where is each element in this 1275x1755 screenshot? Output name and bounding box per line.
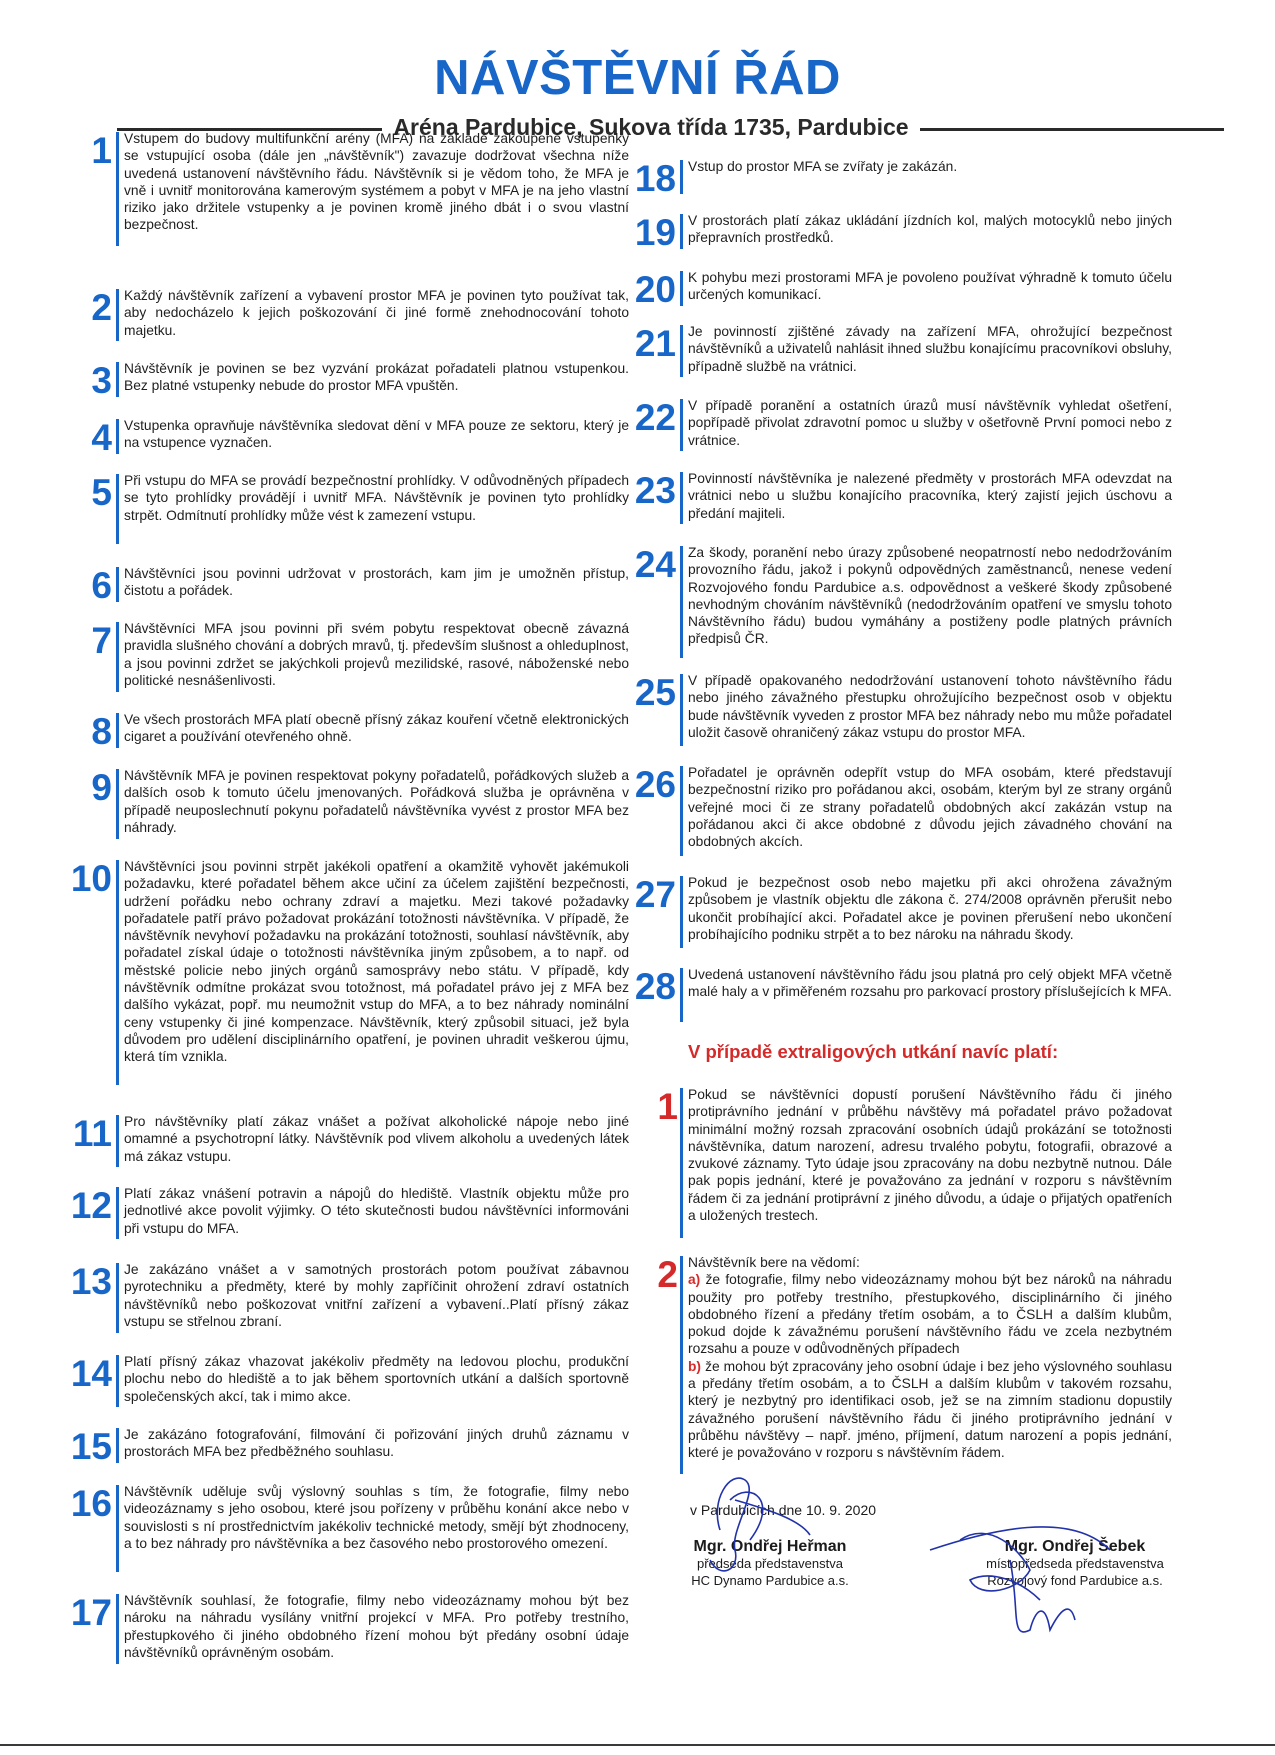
signer-2-role: místopředseda představenstva <box>986 1556 1164 1571</box>
place-and-date: v Pardubicích dne 10. 9. 2020 <box>690 1502 877 1518</box>
signer-2-org: Rozvojový fond Pardubice a.s. <box>987 1573 1163 1588</box>
signature-1-stroke <box>710 1478 810 1571</box>
rule-number: 6 <box>91 565 112 606</box>
rule-text: Každý návštěvník zařízení a vybavení prostor MFA je povinen tyto používat tak, aby nedocházelo k jejich poškozování či jiné formě znehodnocování tohoto majetku. <box>124 288 629 338</box>
rule-bar <box>116 769 119 839</box>
rule-text: Vstupem do budovy multifunkční arény (MFA) na základě zakoupené vstupenky se vstupující osoba (dále jen „návštěvník") zavazuje dodržovat všechna níže uvedená ustanovení návštěvního řádu. Návštěvník si je vědom toho, že MFA je vně i uvnitř monitorována kamerovým systémem a pobyt v MFA je na jeho vlastní riziko jako držitele vstupenky a je povinen kromě jiného dbát i o svou vlastní bezpečnost. <box>124 131 629 233</box>
point-b-text: že mohou být zpracovány jeho osobní údaje i bez jeho výslovného souhlasu a předány třetím osobám, a to ČSLH a dalším klubům v takovém rozsahu, který je nezbytný pro identifikaci osob, jež se na zimním stadionu dopustily závažného porušení návštěvního řádu či jiného protiprávního jednání v průběhu návštěvy – např. jméno, příjmení, datum narození a popis jednání, které je považováno v rozporu s návštěvním řádem. <box>688 1358 1172 1461</box>
awareness-point-a <box>688 1271 1172 1357</box>
rule-text: Návštěvník MFA je povinen respektovat pokyny pořadatelů, pořádkových služeb a dalších osob k tomuto účelu jmenovaných. Pořádková služba je oprávněna v případě neuposlechnutí pokynu pořadatelů návštěvníka vyvést z prostor MFA bez náhrady. <box>124 768 629 835</box>
rule-number: 28 <box>634 966 676 1007</box>
rule-bar <box>680 325 683 377</box>
rule-bar <box>680 271 683 306</box>
rule-bar <box>116 567 119 602</box>
signer-1-org: HC Dynamo Pardubice a.s. <box>691 1573 849 1588</box>
rule-number: 7 <box>91 620 112 661</box>
rule-number: 4 <box>91 417 112 458</box>
rule-number: 25 <box>634 672 676 713</box>
rule-number: 14 <box>70 1353 112 1394</box>
rule-bar <box>116 362 119 397</box>
point-a-label: a) <box>688 1272 701 1288</box>
rule-number: 24 <box>634 544 676 585</box>
rule-text: Návštěvníci jsou povinni strpět jakékoli opatření a okamžitě vyhovět jakémukoli požadavku, které pořadatel během akce učiní za účelem zajištění bezpečnosti, udržení pořádku nebo ochrany zdraví a majetku. Mezi takové požadavky pořadatele patří právo požadovat prokázání totožnosti návštěvníka. V případě, že návštěvník nevyhoví požadavku na prokázání totožnosti, souhlasí návštěvník, aby pořadatel získal údaje o totožnosti návštěvníka jiným způsobem, a to např. od městské policie nebo jiných orgánů samosprávy nebo státu. V případě, kdy návštěvník odmítne prokázat svou totožnost, má pořadatel právo jej z MFA bez dalšího vykázat, popř. mu neumožnit vstup do MFA, a to bez náhrady nominální ceny vstupenky či jiné kompenzace. Návštěvník, který způsobil situaci, jež byla důvodem pro udělení disciplinárního opatření, je povinen uhradit veškerou újmu, která tím vznikla. <box>124 859 629 1065</box>
signature-2-stroke <box>930 1527 1110 1632</box>
extraliga-heading: V případě extraligových utkání navíc platí: <box>688 1041 1059 1062</box>
bottom-edge-line <box>0 1744 1275 1746</box>
rule-text: Návštěvníci MFA jsou povinni při svém pobytu respektovat obecně závazná pravidla slušného chování a dobrých mravů, tj. především slušnost a ohleduplnost, a jsou povinni zdržet se jakýchkoli projevů mezilidské, rasové, náboženské nebo politické nesnášenlivosti. <box>124 621 629 688</box>
rule-text <box>688 1254 1172 1462</box>
rule-number: 18 <box>634 158 676 199</box>
rule-text: Pro návštěvníky platí zákaz vnášet a požívat alkoholické nápoje nebo jiné omamné a psychotropní látky. Návštěvník pod vlivem alkoholu a uvedených látek má zákaz vstupu. <box>124 1114 629 1164</box>
rule-text: K pohybu mezi prostorami MFA je povoleno používat výhradně k tomuto účelu určených komunikací. <box>688 270 1172 303</box>
rule-text: Uvedená ustanovení návštěvního řádu jsou platná pro celý objekt MFA včetně malé haly a v přiměřeném rozsahu pro parkovací prostory příslušejících k MFA. <box>688 967 1172 1000</box>
rule-number: 1 <box>657 1086 678 1127</box>
rule-number: 1 <box>91 130 112 171</box>
rule-bar <box>680 674 683 746</box>
rule-number: 11 <box>72 1113 112 1154</box>
rule-text: Pokud je bezpečnost osob nebo majetku při akci ohrožena závažným způsobem je vlastník objektu dle zákona č. 274/2008 oprávněn přerušit nebo ukončit probíhající akci. Pořadatel akce je povinen přerušení nebo ukončení probíhajícího podniku strpět a to bez nároku na náhradu škody. <box>688 875 1172 942</box>
rule-bar <box>116 860 119 1085</box>
rule-number: 15 <box>70 1426 112 1467</box>
rule-bar <box>680 766 683 856</box>
rule-number: 3 <box>91 360 112 401</box>
rule-number: 22 <box>634 397 676 438</box>
rule-number: 16 <box>70 1483 112 1524</box>
rule-bar <box>680 160 683 194</box>
rule-text: V prostorách platí zákaz ukládání jízdních kol, malých motocyklů nebo jiných přepravních prostředků. <box>688 213 1172 246</box>
rule-bar <box>116 1485 119 1572</box>
rule-bar <box>116 1355 119 1407</box>
rule-bar <box>680 1088 683 1238</box>
page-subtitle: Aréna Pardubice, Sukova třída 1735, Pardubice <box>393 114 909 140</box>
rule-text: Povinností návštěvníka je nalezené předměty v prostorách MFA odevzdat na vrátnici nebo u službu konajícího pracovníka, který zajistí jejich úschovu a předání majiteli. <box>688 471 1172 521</box>
rule-text: Návštěvník je povinen se bez vyzvání prokázat pořadateli platnou vstupenkou. Bez platné vstupenky nebude do prostor MFA vpuštěn. <box>124 361 629 394</box>
rule-bar <box>116 1594 119 1664</box>
awareness-intro: Návštěvník bere na vědomí: <box>688 1255 860 1270</box>
point-a-text: že fotografie, filmy nebo videozáznamy mohou být bez nároků na náhradu použity pro potřeby trestního, přestupkového, disciplinárního či jiného obdobného řízení a předány třetím osobám, a to ČSLH a dalším klubům, pokud dojde k závažnému porušení návštěvního řádu ve zcela nezbytném rozsahu a pouze v odůvodněných případech <box>688 1272 1172 1357</box>
signer-2-name: Mgr. Ondřej Šebek <box>1004 1538 1146 1555</box>
rule-text: Vstup do prostor MFA se zvířaty je zakázán. <box>688 159 958 174</box>
point-b-label: b) <box>688 1358 702 1374</box>
rule-number: 20 <box>634 269 676 310</box>
rule-bar <box>680 399 683 451</box>
rule-bar <box>116 474 119 544</box>
rule-text: Návštěvník souhlasí, že fotografie, filmy nebo videozáznamy mohou být bez nároku na náhradu vysílány vnitřní projekcí v MFA. Pro potřeby trestního, přestupkového či jiného obdobného řízení mohou být předány osobní údaje návštěvníků oprávněným osobám. <box>124 1593 629 1660</box>
rule-bar <box>116 289 119 341</box>
rule-bar <box>680 546 683 658</box>
rule-text: Je zakázáno vnášet a v samotných prostorách potom používat zábavnou pyrotechniku a předměty, které by mohly zapříčinit ohrožení zdraví ostatních návštěvníků nebo poškozovat vnitřní zařízení a vybavení..Platí přísný zákaz vstupu se střelnou zbraní. <box>124 1262 629 1329</box>
rule-bar <box>680 876 683 948</box>
rule-text: V případě opakovaného nedodržování ustanovení tohoto návštěvního řádu nebo jiného závažného přestupku ohrožujícího bezpečnost osob v objektu bude návštěvník vyveden z prostor MFA bez náhrady nebo mu může pořadatel uložit časově ohraničený zákaz vstupu do prostor MFA. <box>688 673 1172 740</box>
rule-number: 8 <box>91 711 112 752</box>
rule-bar <box>116 622 119 692</box>
rule-number: 10 <box>70 858 112 899</box>
rule-number: 27 <box>634 874 676 915</box>
handwritten-signatures <box>690 1440 1170 1650</box>
rule-number: 23 <box>634 470 676 511</box>
rule-text: Za škody, poranění nebo úrazy způsobené neopatrností nebo nedodržováním provozního řádu, jakož i pokynů odpovědných zaměstnanců, nenese vedení Rozvojového fondu Pardubice a.s. odpovědnost a veškeré škody způsobené nevhodným chováním návštěvníků (nedodržováním opatření ve smyslu tohoto Návštěvního řádu) budou vymáhány a postiženy podle platných právních předpisů ČR. <box>688 545 1172 647</box>
rule-bar <box>680 1256 683 1474</box>
rule-bar <box>116 1263 119 1333</box>
rule-text: Návštěvníci jsou povinni udržovat v prostorách, kam jim je umožněn přístup, čistotu a pořádek. <box>124 566 629 599</box>
rule-text: Je povinností zjištěné závady na zařízení MFA, ohrožující bezpečnost návštěvníků a uživatelů nahlásit ihned službu konajícímu pracovníkovi obsluhy, případně službě na vrátnici. <box>688 324 1172 374</box>
rule-number: 9 <box>91 767 112 808</box>
rule-text: Platí zákaz vnášení potravin a nápojů do hlediště. Vlastník objektu může pro jednotlivé akce povolit výjimky. O této skutečnosti budou návštěvníci informováni při vstupu do MFA. <box>124 1186 629 1236</box>
rule-number: 17 <box>70 1592 112 1633</box>
rule-number: 2 <box>91 287 112 328</box>
subtitle-rule-right <box>920 128 1224 131</box>
rule-number: 13 <box>70 1261 112 1302</box>
page-title: NÁVŠTĚVNÍ ŘÁD <box>434 51 841 105</box>
rule-bar <box>116 1115 119 1167</box>
signer-1-role: předseda představenstva <box>697 1556 843 1571</box>
rule-bar <box>116 419 119 454</box>
rule-bar <box>680 968 683 1022</box>
rule-text: Návštěvník uděluje svůj výslovný souhlas s tím, že fotografie, filmy nebo videozáznamy s jeho osobou, které jsou pořízeny v průběhu konání akce nebo v souvislosti s ní prostřednictvím jakékoliv technické metody, smějí být zhodnoceny, a to bez náhrady pro návštěvníka a bez časového nebo prostorového omezení. <box>124 1484 629 1551</box>
rule-bar <box>680 214 683 249</box>
rule-text: Platí přísný zákaz vhazovat jakékoliv předměty na ledovou plochu, produkční plochu nebo do hlediště a to jak během sportovních utkání a dalších sportovně společenských akcí, tak i mimo akce. <box>124 1354 629 1404</box>
rule-text: V případě poranění a ostatních úrazů musí návštěvník vyhledat ošetření, popřípadě přivolat zdravotní pomoc u služby v ošetřovně První pomoci nebo z vrátnice. <box>688 398 1172 448</box>
rule-text: Je zakázáno fotografování, filmování či pořizování jiných druhů záznamu v prostorách MFA bez předběžného souhlasu. <box>124 1427 629 1460</box>
rule-number: 2 <box>657 1254 678 1295</box>
rule-number: 26 <box>634 764 676 805</box>
rule-number: 12 <box>70 1185 112 1226</box>
rule-bar <box>116 713 119 748</box>
rule-number: 21 <box>634 323 676 364</box>
rule-text: Pokud se návštěvníci dopustí porušení Návštěvního řádu či jiného protiprávního jednání v průběhu návštěvy má pořadatel právo požadovat minimální možný rozsah zpracování osobních údajů prokázání se totožnosti návštěvníka, datum narození, adresu trvalého pobytu, fotografii, obrazové a zvukové záznamy. Tyto údaje jsou zpracovány na dobu nezbytně nutnou. Dále pak popis jednání, které je považováno za jednání v rozporu s návštěvním řádem či za jednání protiprávní z jiného důvodu, a údaje o přijatých opatřeních a uložených trestech. <box>688 1087 1172 1224</box>
rule-bar <box>116 132 119 246</box>
signer-1-name: Mgr. Ondřej Heřman <box>693 1538 847 1555</box>
rule-bar <box>680 472 683 524</box>
rule-bar <box>116 1428 119 1463</box>
rule-bar <box>116 1187 119 1239</box>
rule-text: Pořadatel je oprávněn odepřít vstup do MFA osobám, které představují bezpečnostní riziko pro pořádanou akci, osobám, kterým byl ze strany orgánů veřejné moci či ze strany pořadatelů obdobných akcí zakázán vstup na pořádanou akci či akce obdobné z důvodu jejich závadného chování na obdobných akcích. <box>688 765 1172 850</box>
rule-number: 5 <box>91 472 112 513</box>
rule-text: Při vstupu do MFA se provádí bezpečnostní prohlídky. V odůvodněných případech se tyto prohlídky provádějí i uvnitř MFA. Návštěvník je povinen tyto prohlídky strpět. Odmítnutí prohlídky může vést k zamezení vstupu. <box>124 473 629 523</box>
rule-number: 19 <box>634 212 676 253</box>
rule-text: Vstupenka opravňuje návštěvníka sledovat dění v MFA pouze ze sektoru, který je na vstupence vyznačen. <box>124 418 629 451</box>
rule-text: Ve všech prostorách MFA platí obecně přísný zákaz kouření včetně elektronických cigaret a používání otevřeného ohně. <box>124 712 629 745</box>
